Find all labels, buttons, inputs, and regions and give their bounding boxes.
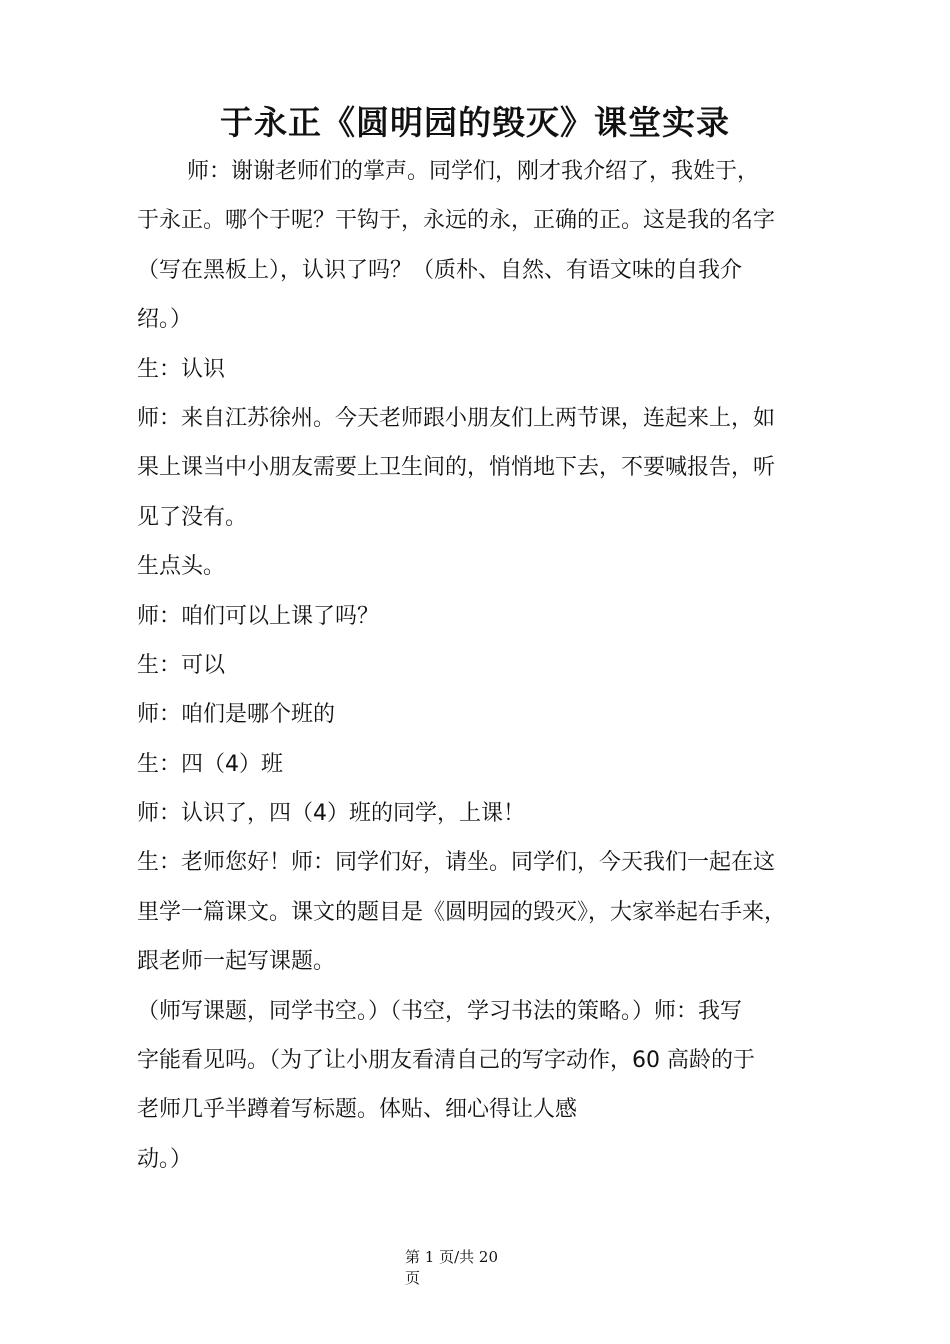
text-line: 生：认识 (137, 356, 226, 382)
document-title: 于永正《圆明园的毁灭》课堂实录 (220, 103, 730, 142)
text-line: 绍。） (137, 307, 193, 333)
text-line: 生点头。 (137, 554, 226, 580)
page-number-footer (405, 1247, 545, 1289)
text-line: 于永正。哪个于呢？干钩于，永远的永，正确的正。这是我的名字 (137, 208, 776, 234)
text-line: 师：咱们可以上课了吗？ (137, 603, 380, 629)
text-line: 师：认识了，四（4）班的同学，上课！ (137, 801, 525, 827)
text-line: 师：谢谢老师们的掌声。同学们，刚才我介绍了，我姓于， (187, 159, 760, 184)
text-line: （写在黑板上），认识了吗？（质朴、自然、有语文味的自我介 (137, 257, 743, 283)
text-line: 师：咱们是哪个班的 (137, 702, 336, 728)
text-line: 里学一篇课文。课文的题目是《圆明园的毁灭》，大家举起右手来， (137, 899, 787, 925)
text-line: 生：可以 (137, 652, 226, 678)
text-line: 动。） (137, 1146, 193, 1172)
page-number-line: 页 (405, 1269, 421, 1287)
text-line: 师：来自江苏徐州。今天老师跟小朋友们上两节课，连起来上，如 (137, 405, 776, 431)
text-line: 老师几乎半蹲着写标题。体贴、细心得让人感 (137, 1097, 578, 1123)
text-line: （师写课题，同学书空。）（书空，学习书法的策略。）师：我写 (137, 998, 743, 1024)
text-line: 见了没有。 (137, 504, 248, 530)
transcript-body (137, 147, 837, 1184)
text-line: 跟老师一起写课题。 (137, 949, 336, 975)
text-line: 生：老师您好！师：同学们好，请坐。同学们，今天我们一起在这 (137, 850, 776, 876)
text-line: 字能看见吗。（为了让小朋友看清自己的写字动作，60 高龄的于 (137, 1048, 755, 1074)
text-line: 生：四（4）班 (137, 751, 283, 777)
text-line: 果上课当中小朋友需要上卫生间的，悄悄地下去，不要喊报告，听 (137, 455, 776, 481)
page-number-line: 第 1 页/共 20 (405, 1248, 498, 1266)
